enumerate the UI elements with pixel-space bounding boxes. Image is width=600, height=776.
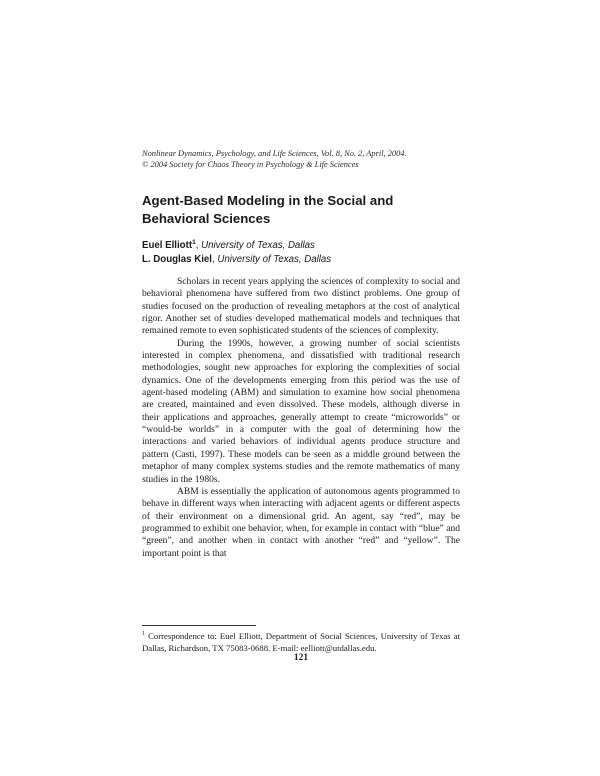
author-name: Euel Elliott — [142, 240, 193, 252]
author-separator: , — [211, 254, 218, 266]
author-separator: , — [195, 240, 202, 252]
paper-title — [142, 192, 460, 228]
title-line-1: Agent-Based Modeling in the Social and — [142, 193, 394, 208]
author-affiliation: University of Texas, Dallas — [217, 254, 332, 266]
journal-line-2: © 2004 Society for Chaos Theory in Psychology & Life Sciences — [142, 160, 359, 169]
author-footnote-marker[interactable]: 1 — [192, 239, 196, 246]
footnote-divider — [142, 625, 256, 626]
author-name: L. Douglas Kiel — [142, 254, 212, 266]
journal-line-1: Nonlinear Dynamics, Psychology, and Life Sciences, Vol. 8, No. 2, April, 2004. — [142, 149, 407, 158]
footnote-marker: 1 — [142, 631, 145, 637]
paragraph-2: During the 1990s, however, a growing number of social scientists interested in complex phenomena, and dissatisfied with traditional research methodologies, sought new approaches for exploring the complexities of social dynamics. One of the developments emerging from this period was the use of agent-based modeling (ABM) and simulation to examine how social phenomena are created, maintained and even dissolved. These models, although diverse in their applications and approaches, generally attempt to create “microworlds” or “would-be worlds” in a computer with the goal of determining how the interactions and varied behaviors of individual agents produce structure and pattern (Casti, 1997). These models can be seen as a middle ground between the metaphor of many complex systems studies and the remote mathematics of many studies in the 1980s. — [142, 337, 460, 485]
author-list — [142, 236, 460, 267]
author-affiliation: University of Texas, Dallas — [201, 240, 315, 252]
footnote — [142, 629, 460, 654]
page-number: 121 — [293, 653, 309, 663]
title-line-2: Behavioral Sciences — [142, 211, 271, 226]
body-text — [142, 276, 460, 560]
journal-citation — [142, 148, 460, 170]
paragraph-3: ABM is essentially the application of autonomous agents programmed to behave in different ways when interacting with adjacent agents or different aspects of their environment on a dimensional grid. An agent, say “red”, may be programmed to exhibit one behavior, when, for example in contact with “blue” and “green”, and another when in contact with another “red” and “yellow”. The important point is that — [142, 485, 460, 559]
author-1 — [142, 236, 460, 253]
paragraph-1: Scholars in recent years applying the sciences of complexity to social and behavioral phenomena have suffered from two distinct problems. One group of studies focused on the production of revealing metaphors at the cost of analytical rigor. Another set of studies developed mathematical models and techniques that remained remote to even sophisticated students of the sciences of complexity. — [142, 276, 460, 337]
footnote-text: Correspondence to: Euel Elliott, Department of Social Sciences, University of Texas at Dallas, Richardson, TX 75083-0688. E-mail: eelliott@utdallas.edu. — [142, 630, 460, 653]
author-2 — [142, 253, 460, 267]
